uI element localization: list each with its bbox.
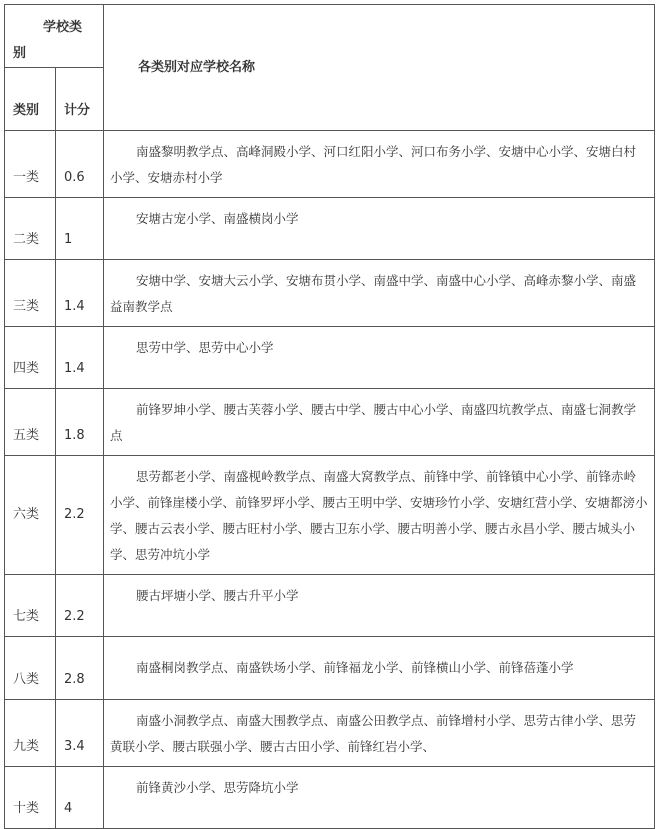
table-row (5, 198, 655, 260)
category-cell: 四类 (5, 327, 56, 389)
category-cell: 三类 (5, 260, 56, 327)
category-cell: 八类 (5, 637, 56, 700)
score-cell: 2.8 (56, 637, 104, 700)
schools-text: 南盛桐岗教学点、南盛铁场小学、前锋福龙小学、前锋横山小学、前锋蓓蓬小学 (136, 660, 574, 675)
score-cell: 1 (56, 198, 104, 260)
schools-cell (104, 260, 655, 327)
school-names-header: 各类别对应学校名称 (104, 5, 655, 131)
table-row (5, 260, 655, 327)
table-row (5, 131, 655, 198)
schools-text: 安塘中学、安塘大云小学、安塘布贯小学、南盛中学、南盛中心小学、高峰赤黎小学、南盛益南教学点 (110, 273, 637, 314)
schools-text: 南盛黎明教学点、高峰洞殿小学、河口红阳小学、河口布务小学、安塘中心小学、安塘白村小学、安塘赤村小学 (110, 144, 637, 185)
category-cell: 十类 (5, 767, 56, 829)
schools-text: 腰古坪塘小学、腰古升平小学 (136, 588, 299, 603)
table-row (5, 637, 655, 700)
category-cell: 五类 (5, 389, 56, 456)
category-header: 类别 (5, 68, 56, 131)
schools-cell (104, 700, 655, 767)
score-cell: 3.4 (56, 700, 104, 767)
schools-text: 南盛小洞教学点、南盛大围教学点、南盛公田教学点、前锋增村小学、思劳古律小学、思劳黄联小学、腰古联强小学、腰古古田小学、前锋红岩小学、 (110, 713, 637, 754)
table-row (5, 389, 655, 456)
schools-cell (104, 389, 655, 456)
score-cell: 2.2 (56, 456, 104, 575)
score-cell: 1.4 (56, 260, 104, 327)
schools-cell (104, 767, 655, 829)
category-cell: 二类 (5, 198, 56, 260)
schools-text: 安塘古宠小学、南盛横岗小学 (136, 211, 299, 226)
schools-text: 前锋罗坤小学、腰古芙蓉小学、腰古中学、腰古中心小学、南盛四坑教学点、南盛七洞教学点 (110, 402, 637, 443)
category-cell: 一类 (5, 131, 56, 198)
category-cell: 六类 (5, 456, 56, 575)
score-cell: 1.4 (56, 327, 104, 389)
schools-cell (104, 131, 655, 198)
score-cell: 4 (56, 767, 104, 829)
schools-cell (104, 327, 655, 389)
schools-cell (104, 575, 655, 637)
score-cell: 2.2 (56, 575, 104, 637)
school-category-header-line1: 学校类 (43, 20, 83, 35)
school-category-table (4, 4, 655, 829)
category-cell: 七类 (5, 575, 56, 637)
schools-cell (104, 198, 655, 260)
score-header: 计分 (56, 68, 104, 131)
school-category-header (5, 5, 104, 68)
schools-text: 思劳都老小学、南盛枧岭教学点、南盛大窝教学点、前锋中学、前锋镇中心小学、前锋赤岭小学、前锋崖楼小学、前锋罗坪小学、腰古王明中学、安塘珍竹小学、安塘红营小学、安塘都滂小学、腰古云表小学、腰古旺村小学、腰古卫东小学、腰古明善小学、腰古永昌小学、腰古城头小学、思劳冲坑小学 (110, 469, 648, 562)
table-row (5, 575, 655, 637)
schools-cell (104, 637, 655, 700)
score-cell: 1.8 (56, 389, 104, 456)
school-category-header-line2: 别 (13, 46, 27, 61)
schools-cell (104, 456, 655, 575)
table-row (5, 327, 655, 389)
table-row (5, 700, 655, 767)
schools-text: 思劳中学、思劳中心小学 (136, 340, 274, 355)
score-cell: 0.6 (56, 131, 104, 198)
table-row (5, 767, 655, 829)
schools-text: 前锋黄沙小学、思劳降坑小学 (136, 780, 299, 795)
category-cell: 九类 (5, 700, 56, 767)
table-row (5, 456, 655, 575)
